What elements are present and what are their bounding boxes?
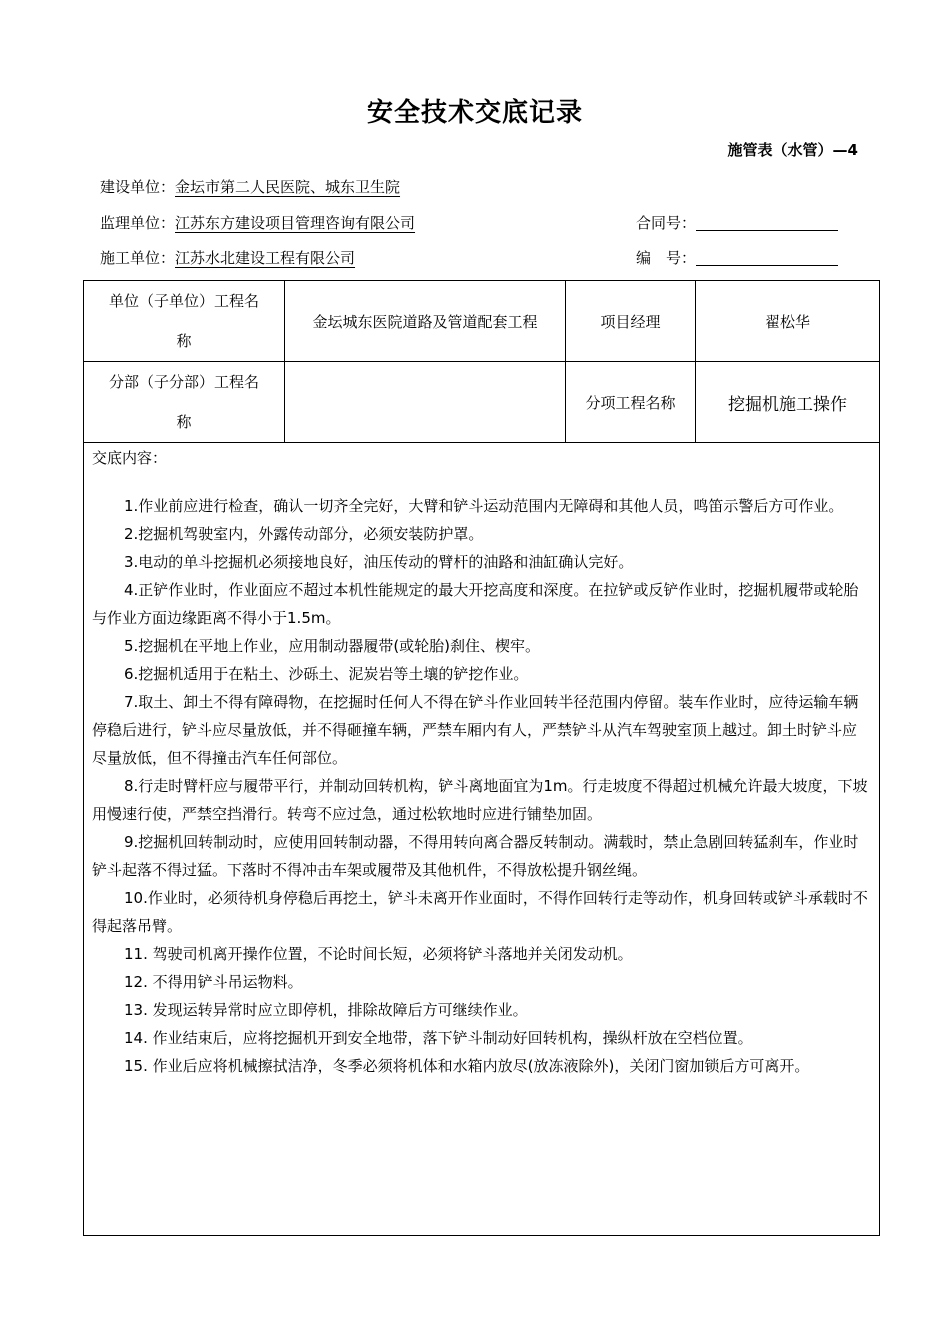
unit-project-label: 单位（子单位）工程名 称 — [84, 281, 285, 362]
builder-line — [100, 247, 355, 268]
builder-value: 江苏水北建设工程有限公司 — [175, 249, 356, 267]
document-title: 安全技术交底记录 — [366, 98, 583, 128]
content-item: 13. 发现运转异常时应立即停机，排除故障后方可继续作业。 — [124, 1001, 528, 1019]
supervisor-label: 监理单位： — [100, 214, 176, 232]
content-body — [84, 469, 879, 1080]
content-item: 8.行走时臂杆应与履带平行，并制动回转机构，铲斗离地面宜为1m。行走坡度不得超过机械允许最大坡度，下坡用慢速行使，严禁空挡滑行。转弯不应过急，通过松软地时应进行铺垫加固。 — [92, 777, 868, 823]
owner-line — [100, 176, 400, 197]
content-item: 9.挖掘机回转制动时，应使用回转制动器，不得用转向离合器反转制动。满载时，禁止急剧回转猛刹车，作业时铲斗起落不得过猛。下落时不得冲击车架或履带及其他机件，不得放松提升钢丝绳。 — [92, 833, 859, 879]
content-item: 5.挖掘机在平地上作业，应用制动器履带(或轮胎)刹住、楔牢。 — [124, 637, 541, 655]
number-label: 编 号： — [636, 249, 697, 267]
subitem-label: 分项工程名称 — [566, 362, 696, 443]
content-item: 14. 作业结束后，应将挖掘机开到安全地带，落下铲斗制动好回转机构，操纵杆放在空档位置。 — [124, 1029, 753, 1047]
content-item: 6.挖掘机适用于在粘土、沙砾土、泥炭岩等土壤的铲挖作业。 — [124, 665, 529, 683]
builder-label: 施工单位： — [100, 249, 176, 267]
subitem-value: 挖掘机施工操作 — [696, 362, 880, 443]
manager-label: 项目经理 — [566, 281, 696, 362]
unit-project-row — [84, 281, 880, 362]
content-heading: 交底内容： — [92, 449, 168, 467]
content-row — [84, 443, 880, 1236]
content-item: 1.作业前应进行检查，确认一切齐全完好，大臂和铲斗运动范围内无障碍和其他人员，鸣笛示警后方可作业。 — [124, 497, 844, 515]
content-item: 4.正铲作业时，作业面应不超过本机性能规定的最大开挖高度和深度。在拉铲或反铲作业时，挖掘机履带或轮胎与作业方面边缘距离不得小于1.5m。 — [92, 581, 859, 627]
content-item: 11. 驾驶司机离开操作位置，不论时间长短，必须将铲斗落地并关闭发动机。 — [124, 945, 633, 963]
content-item: 15. 作业后应将机械擦拭洁净，冬季必须将机体和水箱内放尽(放冻液除外)，关闭门窗加锁后方可离开。 — [124, 1057, 810, 1075]
division-row — [84, 362, 880, 443]
supervisor-value: 江苏东方建设项目管理咨询有限公司 — [175, 214, 416, 232]
contract-label: 合同号： — [636, 214, 697, 232]
division-label: 分部（子分部）工程名 称 — [84, 362, 285, 443]
owner-value: 金坛市第二人民医院、城东卫生院 — [175, 178, 401, 196]
number-blank — [696, 251, 838, 266]
contract-blank — [696, 216, 838, 231]
manager-value: 翟松华 — [696, 281, 880, 362]
form-code: 施管表（水管）—4 — [727, 141, 858, 159]
contract-line — [636, 212, 838, 233]
content-item: 10.作业时，必须待机身停稳后再挖土，铲斗未离开作业面时，不得作回转行走等动作，机身回转或铲斗承载时不得起落吊臂。 — [92, 889, 868, 935]
content-item: 2.挖掘机驾驶室内，外露传动部分，必须安装防护罩。 — [124, 525, 484, 543]
division-value — [285, 362, 566, 443]
supervisor-line — [100, 212, 415, 233]
owner-label: 建设单位： — [100, 178, 176, 196]
number-line — [636, 247, 838, 268]
content-item: 7.取土、卸土不得有障碍物，在挖掘时任何人不得在铲斗作业回转半径范围内停留。装车作业时，应待运输车辆停稳后进行，铲斗应尽量放低，并不得砸撞车辆，严禁车厢内有人，严禁铲斗从汽车驾驶室顶上越过。卸土时铲斗应尽量放低，但不得撞击汽车任何部位。 — [92, 693, 859, 767]
content-item: 3.电动的单斗挖掘机必须接地良好，油压传动的臂杆的油路和油缸确认完好。 — [124, 553, 634, 571]
content-cell — [84, 443, 880, 1236]
content-item: 12. 不得用铲斗吊运物料。 — [124, 973, 303, 991]
disclosure-table — [83, 280, 880, 1236]
unit-project-value: 金坛城东医院道路及管道配套工程 — [285, 281, 566, 362]
